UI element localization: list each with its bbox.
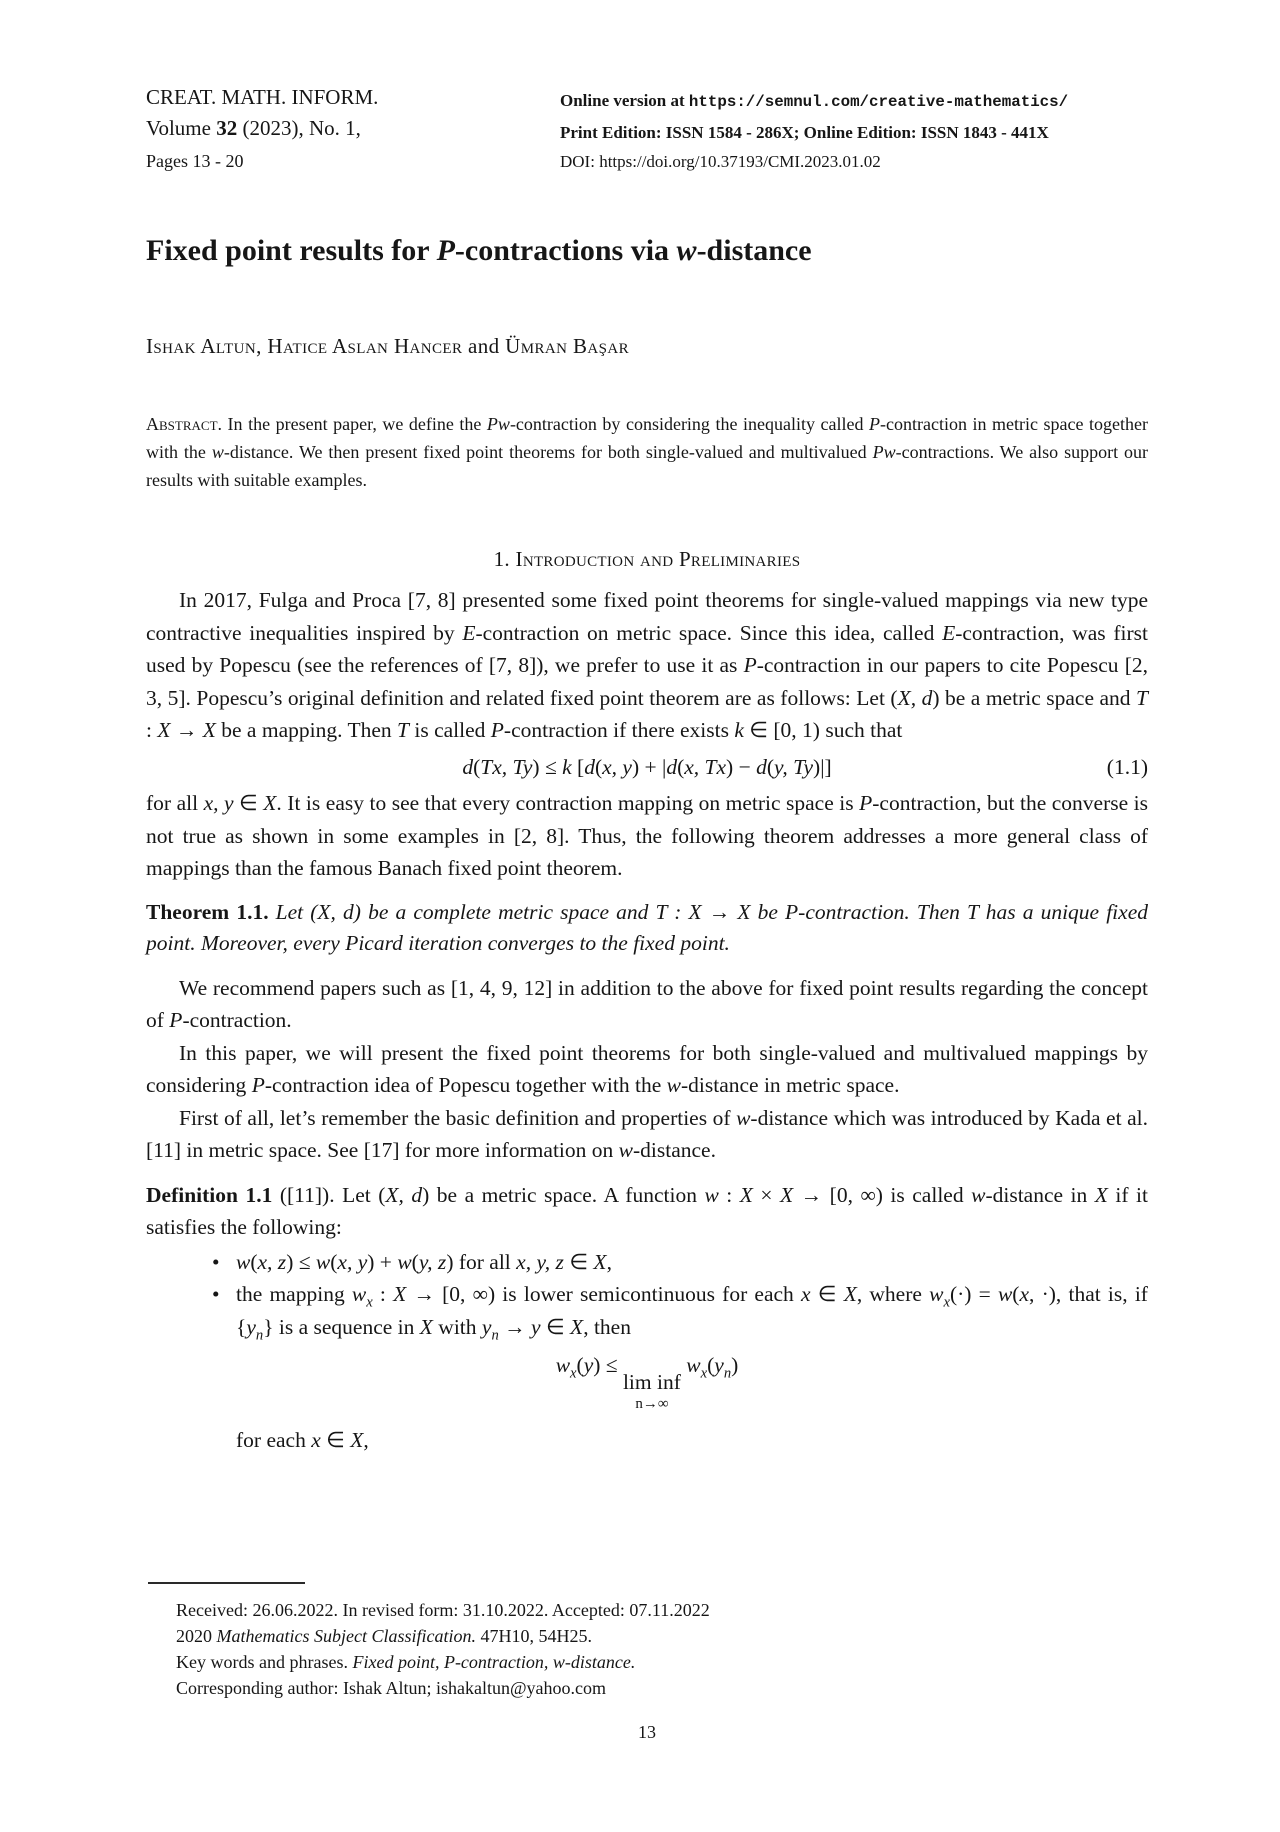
paragraph-intro: In 2017, Fulga and Proca [7, 8] presented some fixed point theorems for single-valued mappings via new type contractive inequalities inspired by E-contraction on metric space. Since this idea, called E-contraction, was first used by Popescu (see the references of [7, 8]), we prefer to use it as P-contraction in our papers to cite Popescu [2, 3, 5]. Popescu’s original definition and related fixed point theorem are as follows: Let (X, d) be a metric space and T : X → X be a mapping. Then T is called P-contraction if there exists k ∈ [0, 1) such that (146, 588, 1148, 742)
bullet-item-1-text: w(x, z) ≤ w(x, y) + w(y, z) for all x, y, z ∈ X, (236, 1249, 612, 1274)
journal-name: CREAT. MATH. INFORM. (146, 85, 379, 109)
footnote-msc: 2020 Mathematics Subject Classification. 47H10, 54H25. (176, 1626, 592, 1646)
body-text (146, 584, 1148, 1456)
bullet-marker: • (212, 1282, 220, 1306)
bullet-item-2-text: the mapping $w_x$ : X → [0, ∞) is lower semicontinuous for each x ∈ X, where $w_x(\cdot) = w(x$, ·), that is, if $\{y_n\}$ is a sequence in X with $y_n \to y$ ∈ X, then (236, 1282, 1148, 1343)
paragraph-first-of-all: First of all, let’s remember the basic definition and properties of w-distance which was introduced by Kada et al. [11] in metric space. See [17] for more information on w-distance. (146, 1105, 1148, 1162)
pages-line: Pages 13 - 20 (146, 151, 244, 171)
theorem-1-1: Theorem 1.1. Let (X, d) be a complete metric space and T : X → X be P-contraction. Then T has a unique fixed point. Moreover, every Picard iteration converges to the fixed point. (146, 899, 1148, 955)
equation-1-1 (146, 751, 1148, 784)
paragraph-recommend: We recommend papers such as [1, 4, 9, 12] in addition to the above for fixed point results regarding the concept of P-contraction. (146, 975, 1148, 1032)
section-heading: 1. Introduction and Preliminaries (493, 547, 801, 571)
footnotes (146, 1597, 1148, 1701)
for-each-line: for each x ∈ X, (236, 1427, 369, 1452)
footnote-rule (148, 1582, 305, 1584)
equation-1-1-label: (1.1) (1106, 754, 1148, 779)
bullet-marker: • (212, 1249, 220, 1274)
bullet-item-2 (212, 1278, 1148, 1343)
authors: Ishak Altun, Hatice Aslan Hancer and Ümran Başar (146, 334, 630, 358)
issn-line: Print Edition: ISSN 1584 - 286X; Online Edition: ISSN 1843 - 441X (560, 122, 1049, 142)
abstract: Abstract. In the present paper, we define the Pw-contraction by considering the inequality called P-contraction in metric space together with the w-distance. We then present fixed point theorems for both single-valued and multivalued Pw-contractions. We also support our results with suitable examples. (146, 414, 1148, 490)
equation-1-1-formula: d(Tx, Ty) ≤ k [d(x, y) + |d(x, Tx) − d(y, Ty)|] (462, 754, 832, 779)
doi-line: DOI: https://doi.org/10.37193/CMI.2023.01.02 (560, 152, 881, 171)
bullet-item-1 (212, 1246, 1148, 1279)
volume-line: Volume 32 (2023), No. 1, (146, 116, 361, 140)
definition-1-1: Definition 1.1 ([11]). Let (X, d) be a metric space. A function w : X × X → [0, ∞) is called w-distance in X if it satisfies the following: (146, 1182, 1148, 1239)
paragraph-this-paper: In this paper, we will present the fixed point theorems for both single-valued and multivalued mappings by considering P-contraction idea of Popescu together with the w-distance in metric space. (146, 1040, 1148, 1097)
footnote-keywords: Key words and phrases. Fixed point, P-contraction, w-distance. (176, 1652, 636, 1672)
header-left (146, 82, 378, 177)
footnote-received: Received: 26.06.2022. In revised form: 31.10.2022. Accepted: 07.11.2022 (176, 1600, 710, 1620)
display-equation-liminf: $w_x(y)$ ≤ lim inf n→∞ $w_x(y_n)$ (555, 1353, 739, 1412)
online-version-line: Online version at https://semnul.com/creative-mathematics/ (560, 91, 1069, 111)
paragraph-forall: for all x, y ∈ X. It is easy to see that every contraction mapping on metric space is P-contraction, but the converse is not true as shown in some examples in [2, 8]. Thus, the following theorem addresses a more general class of mappings than the famous Banach fixed point theorem. (146, 791, 1149, 880)
page-number: 13 (638, 1722, 656, 1742)
footnote-corresponding-author: Corresponding author: Ishak Altun; ishakaltun@yahoo.com (176, 1678, 607, 1698)
paper-title: Fixed point results for P-contractions via w-distance (146, 234, 812, 267)
bullet-list (212, 1246, 1148, 1344)
header-right (560, 86, 1152, 177)
